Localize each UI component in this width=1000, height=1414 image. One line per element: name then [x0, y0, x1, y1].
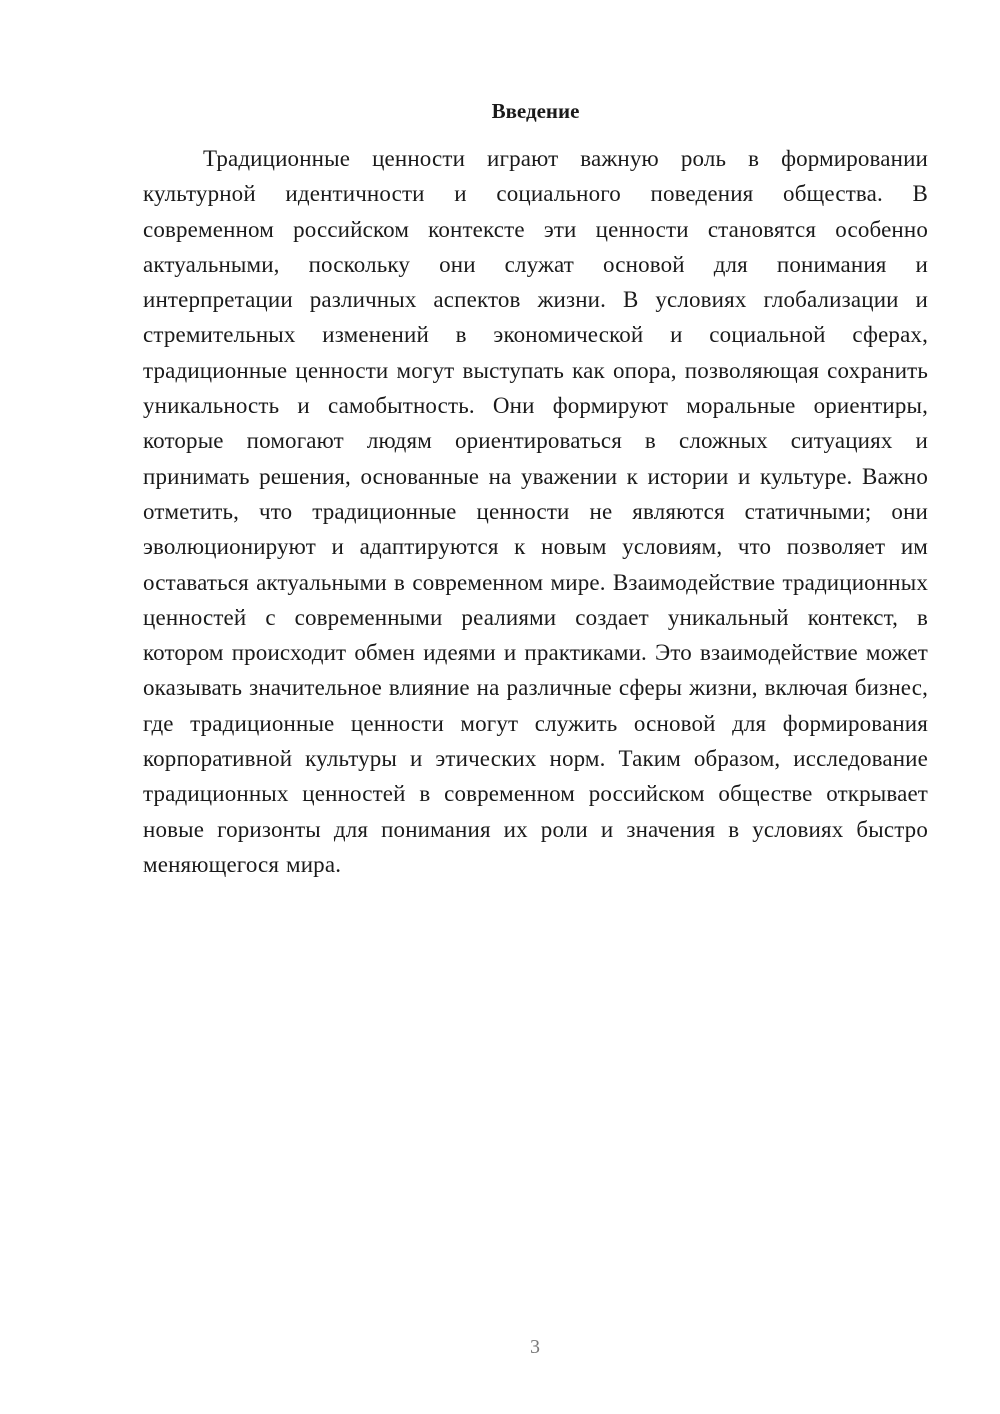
section-heading: Введение	[491, 99, 580, 123]
body-paragraph: Традиционные ценности играют важную роль в формировании культурной идентичности и социального поведения общества. В современном российском контексте эти ценности становятся особенно актуальными, поскольку они служат основой для понимания и интерпретации различных аспектов жизни. В условиях глобализации и стремительных изменений в экономической и социальной сферах, традиционные ценности могут выступать как опора, позволяющая сохранить уникальность и самобытность. Они формируют моральные ориентиры, которые помогают людям ориентироваться в сложных ситуациях и принимать решения, основанные на уважении к истории и культуре. Важно отметить, что традиционные ценности не являются статичными; они эволюционируют и адаптируются к новым условиям, что позволяет им оставаться актуальными в современном мире. Взаимодействие традиционных ценностей с современными реалиями создает уникальный контекст, в котором происходит обмен идеями и практиками. Это взаимодействие может оказывать значительное влияние на различные сферы жизни, включая бизнес, где традиционные ценности могут служить основой для формирования корпоративной культуры и этических норм. Таким образом, исследование традиционных ценностей в современном российском обществе открывает новые горизонты для понимания их роли и значения в условиях быстро меняющегося мира.	[143, 146, 928, 877]
page-number: 3	[530, 1336, 540, 1358]
